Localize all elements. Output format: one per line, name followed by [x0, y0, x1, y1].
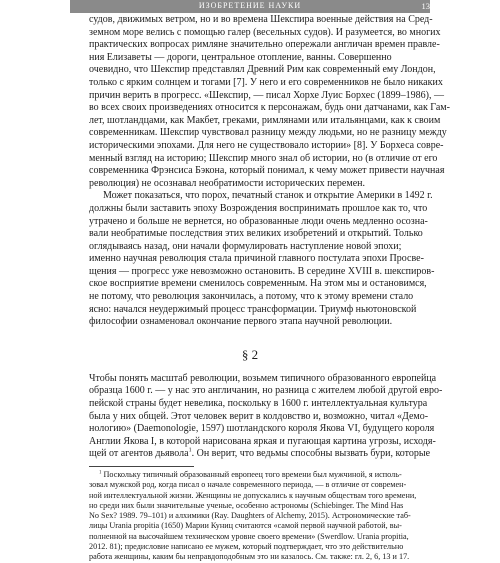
- text-line: образца 1600 г. — у нас это англичанин, но разница с жителем любой другой евро-: [89, 385, 443, 397]
- text-line: Англии Якова I, в которой нарисована яркая и пугающая картина угрозы, исходя-: [89, 435, 436, 447]
- text-line: пейской страны будет невелика, поскольку в 1600 г. интеллектуальная культура: [89, 398, 428, 410]
- text-line: менный взгляд на историю; Шекспир много знал об истории, но (в отличие от его: [89, 152, 438, 164]
- text-line: современника Фрэнсиса Бэкона, который понимал, к чему может привести научная: [89, 165, 445, 177]
- text-line: ясно: начался неудержимый процесс трансформации. Триумф ньютоновской: [89, 303, 417, 315]
- text-segment: щей от агентов дьявола: [89, 448, 189, 460]
- text-line: щения — прогресс уже невозможно остановить. В середине XVIII в. шекспиров-: [89, 265, 435, 277]
- footnote-line: ной интеллектуальной жизни. Женщины не допускались к научным обществам того времени,: [89, 490, 417, 500]
- footnote-line: полненной на высочайшем техническом уровне своего времени» (Swerdlow. Urania propitia,: [89, 531, 409, 541]
- text-segment: Поскольку типичный образованный европеец того времени был мужчиной, я исполь-: [103, 470, 402, 479]
- text-line: Может показаться, что порох, печатный станок и открытие Америки в 1492 г.: [103, 190, 433, 202]
- footnote-line: но среди них были значительные ученые, особенно астрономы (Schiebinger. The Mind Has: [89, 500, 404, 510]
- footnote-line: лицы Urania propitia (1650) Марии Куниц считаются «самой первой научной работой, вы-: [89, 521, 402, 531]
- page-body: [89, 14, 450, 563]
- footnote: [89, 470, 417, 563]
- text-line: революция) не осознавал необратимости исторических перемен.: [89, 177, 365, 189]
- text-line: современникам. Шекспир чувствовал разницу между людьми, но не разницу между: [89, 127, 447, 139]
- text-line: судов, движимых ветром, но и во времена Шекспира военные действия на Сред-: [89, 14, 433, 25]
- running-title: ИЗОБРЕТЕНИЕ НАУКИ: [198, 1, 302, 10]
- text-line: Чтобы понять масштаб революции, возьмем типичного образованного европейца: [89, 372, 437, 384]
- text-line: историческими эпохами. Для него не существовало истории» [8]. У Борхеса совре-: [89, 139, 444, 151]
- text-segment: . Он верит, что ведьмы способны вызвать бури, которые: [191, 448, 431, 460]
- footnote-line: No Sex? 1989. 79–101) и алхимики (Ray. Daughters of Alchemy, 2015). Астрономические таб-: [89, 511, 411, 521]
- text-line: вали необратимые последствия этих великих изобретений и открытий. Только: [89, 228, 423, 240]
- paragraph-2: [89, 190, 435, 329]
- text-line: во всех своих произведениях относится к персонажам, будь они датчанами, как Гам-: [89, 102, 450, 114]
- footnote-number: 1: [99, 470, 102, 476]
- footnote-reference[interactable]: 1: [188, 448, 192, 455]
- text-line: ния Елизаветы — дороги, центральное отопление, ванны. Совершенно: [89, 51, 392, 63]
- text-line-with-footnote: [89, 448, 431, 461]
- text-line: практических вопросах римляне значительно опережали англичан времен правле-: [89, 39, 440, 51]
- text-line: была у них общей. Этот человек верит в колдовство и, возможно, читал «Демо-: [89, 410, 429, 422]
- text-line: только с ярким солнцем и тогами [7]. У него и его современников не было никаких: [89, 76, 443, 88]
- paragraph-1: [89, 14, 450, 190]
- footnote-line: [89, 470, 411, 480]
- footnote-line: работа женщины, каким бы неправдоподобным это ни казалось. См. также: гл. 2, 6, 13 и 17.: [89, 552, 410, 562]
- text-line: философии ознаменовал окончание первого этапа научной революции.: [89, 316, 393, 328]
- footnote-line: 2012. 81); предисловие написано ее мужем, который подтверждает, что это действительно: [89, 542, 404, 552]
- text-line: лет, шотландцами, как Макбет, греками, римлянами или итальянцами, как к своим: [89, 114, 441, 126]
- text-line: причин верить в прогресс. «Шекспир, — писал Хорхе Луис Борхес (1899–1986), —: [89, 89, 444, 101]
- paragraph-3: [89, 372, 443, 461]
- text-line: очевидно, что Шекспир представлял Древний Рим как современный ему Лондон,: [89, 64, 436, 76]
- text-line: утрачено и больше не вернется, но образованные люди очень медленно осозна-: [89, 215, 428, 227]
- text-line: именно научная революция стала причиной главного постулата эпохи Просве-: [89, 253, 424, 265]
- page-header: [0, 0, 500, 13]
- text-line: должны были заставить эпоху Возрождения воспринимать прошлое как то, что: [89, 202, 428, 214]
- text-line: земном море велись с помощью галер (весельных судов). И разумеется, во многих: [89, 26, 441, 38]
- section-heading: § 2: [241, 346, 259, 362]
- footnote-divider: [89, 466, 194, 467]
- text-line: нологию» (Daemonologie, 1597) шотландского короля Якова VI, будущего короля: [89, 423, 435, 435]
- text-line: не потому, что революция закончилась, а потому, что к этому времени стало: [89, 291, 414, 303]
- footnote-line: зовал мужской род, когда писал о начале современного периода, — в отличие от современ-: [89, 480, 407, 490]
- spacer: [89, 329, 411, 342]
- text-line: ское восприятие времени сменилось современным. На этом мы и остановимся,: [89, 278, 427, 290]
- page-number: 13: [421, 1, 430, 11]
- text-line: оглядываясь назад, они начали формулировать наступление новой эпохи;: [89, 240, 402, 252]
